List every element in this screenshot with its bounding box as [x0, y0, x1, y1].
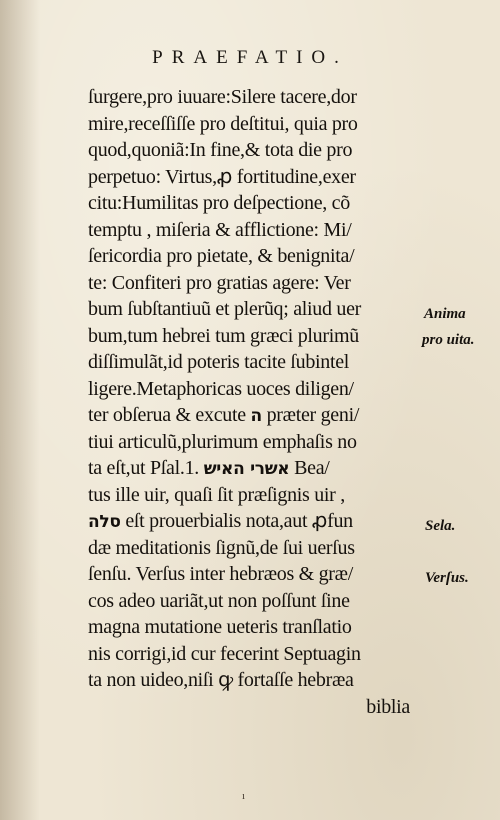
margin-note-versus: Verſus. — [425, 570, 469, 586]
text-line: tus ille uir, quaſi ſit præſignis uir , — [88, 483, 345, 506]
text-line: ligere.Metaphoricas uoces diligen/ — [88, 377, 354, 400]
text-line: temptu , miſeria & afflictione: Mi/ — [88, 218, 352, 241]
margin-note-sela: Sela. — [425, 518, 456, 534]
catchword: biblia — [366, 695, 410, 718]
margin-note-anima: Anima — [424, 306, 466, 322]
text-line: te: Confiteri pro gratias agere: Ver — [88, 271, 351, 294]
body-text — [88, 84, 418, 720]
text-line: ſurgere,pro iuuare:Silere tacere,dor — [88, 86, 357, 108]
text-line: dæ meditationis ſignũ,de ſui uerſus — [88, 536, 355, 559]
text-line: ta non uideo,niſi ꝙ fortaſſe hebræa — [88, 669, 354, 691]
binding-gutter-shadow — [0, 0, 40, 820]
hebrew-article: ה — [250, 406, 262, 426]
margin-note-pro-uita: pro uita. — [422, 332, 475, 348]
text-line: diſſimulãt,id poteris tacite ſubintel — [88, 351, 350, 373]
text-line: tiui articulũ,plurimum emphaſis no — [88, 430, 357, 453]
text-line: cos adeo uariãt,ut non poſſunt ſine — [88, 589, 350, 612]
text-line: citu:Humilitas pro deſpectione, cõ — [88, 192, 350, 214]
hebrew-selah: סלה — [88, 512, 121, 532]
text-line: ſericordia pro pietate, & benignita/ — [88, 245, 355, 267]
running-head: PRAEFATIO. — [152, 47, 348, 68]
text-line: mire,receſſiſſe pro deſtitui, quia pro — [88, 112, 358, 135]
text-line: ſenſu. Verſus inter hebræos & græ/ — [88, 563, 353, 585]
text-line: ta eſt,ut Pſal.1. אשרי האיש Bea/ — [88, 457, 330, 479]
text-line: magna mutatione ueteris tranſlatio — [88, 616, 352, 638]
text-line: bum,tum hebrei tum græci plurimũ — [88, 324, 359, 347]
text-line: quod,quoniã:In fine,& tota die pro — [88, 139, 353, 161]
text-line: bum ſubſtantiuũ et plerũq; aliud uer — [88, 298, 362, 320]
hebrew-psalm-quote: אשרי האיש — [203, 459, 290, 479]
text-line: ter obſerua & excute ה præter geni/ — [88, 404, 360, 426]
text-line: nis corrigi,id cur fecerint Septuagin — [88, 642, 361, 665]
text-line: perpetuo: Virtus,ꝓ fortitudine,exer — [88, 165, 356, 188]
ink-speck: ı — [242, 790, 246, 802]
text-line: סלה eſt prouerbialis nota,aut ꝓfun — [88, 510, 353, 532]
